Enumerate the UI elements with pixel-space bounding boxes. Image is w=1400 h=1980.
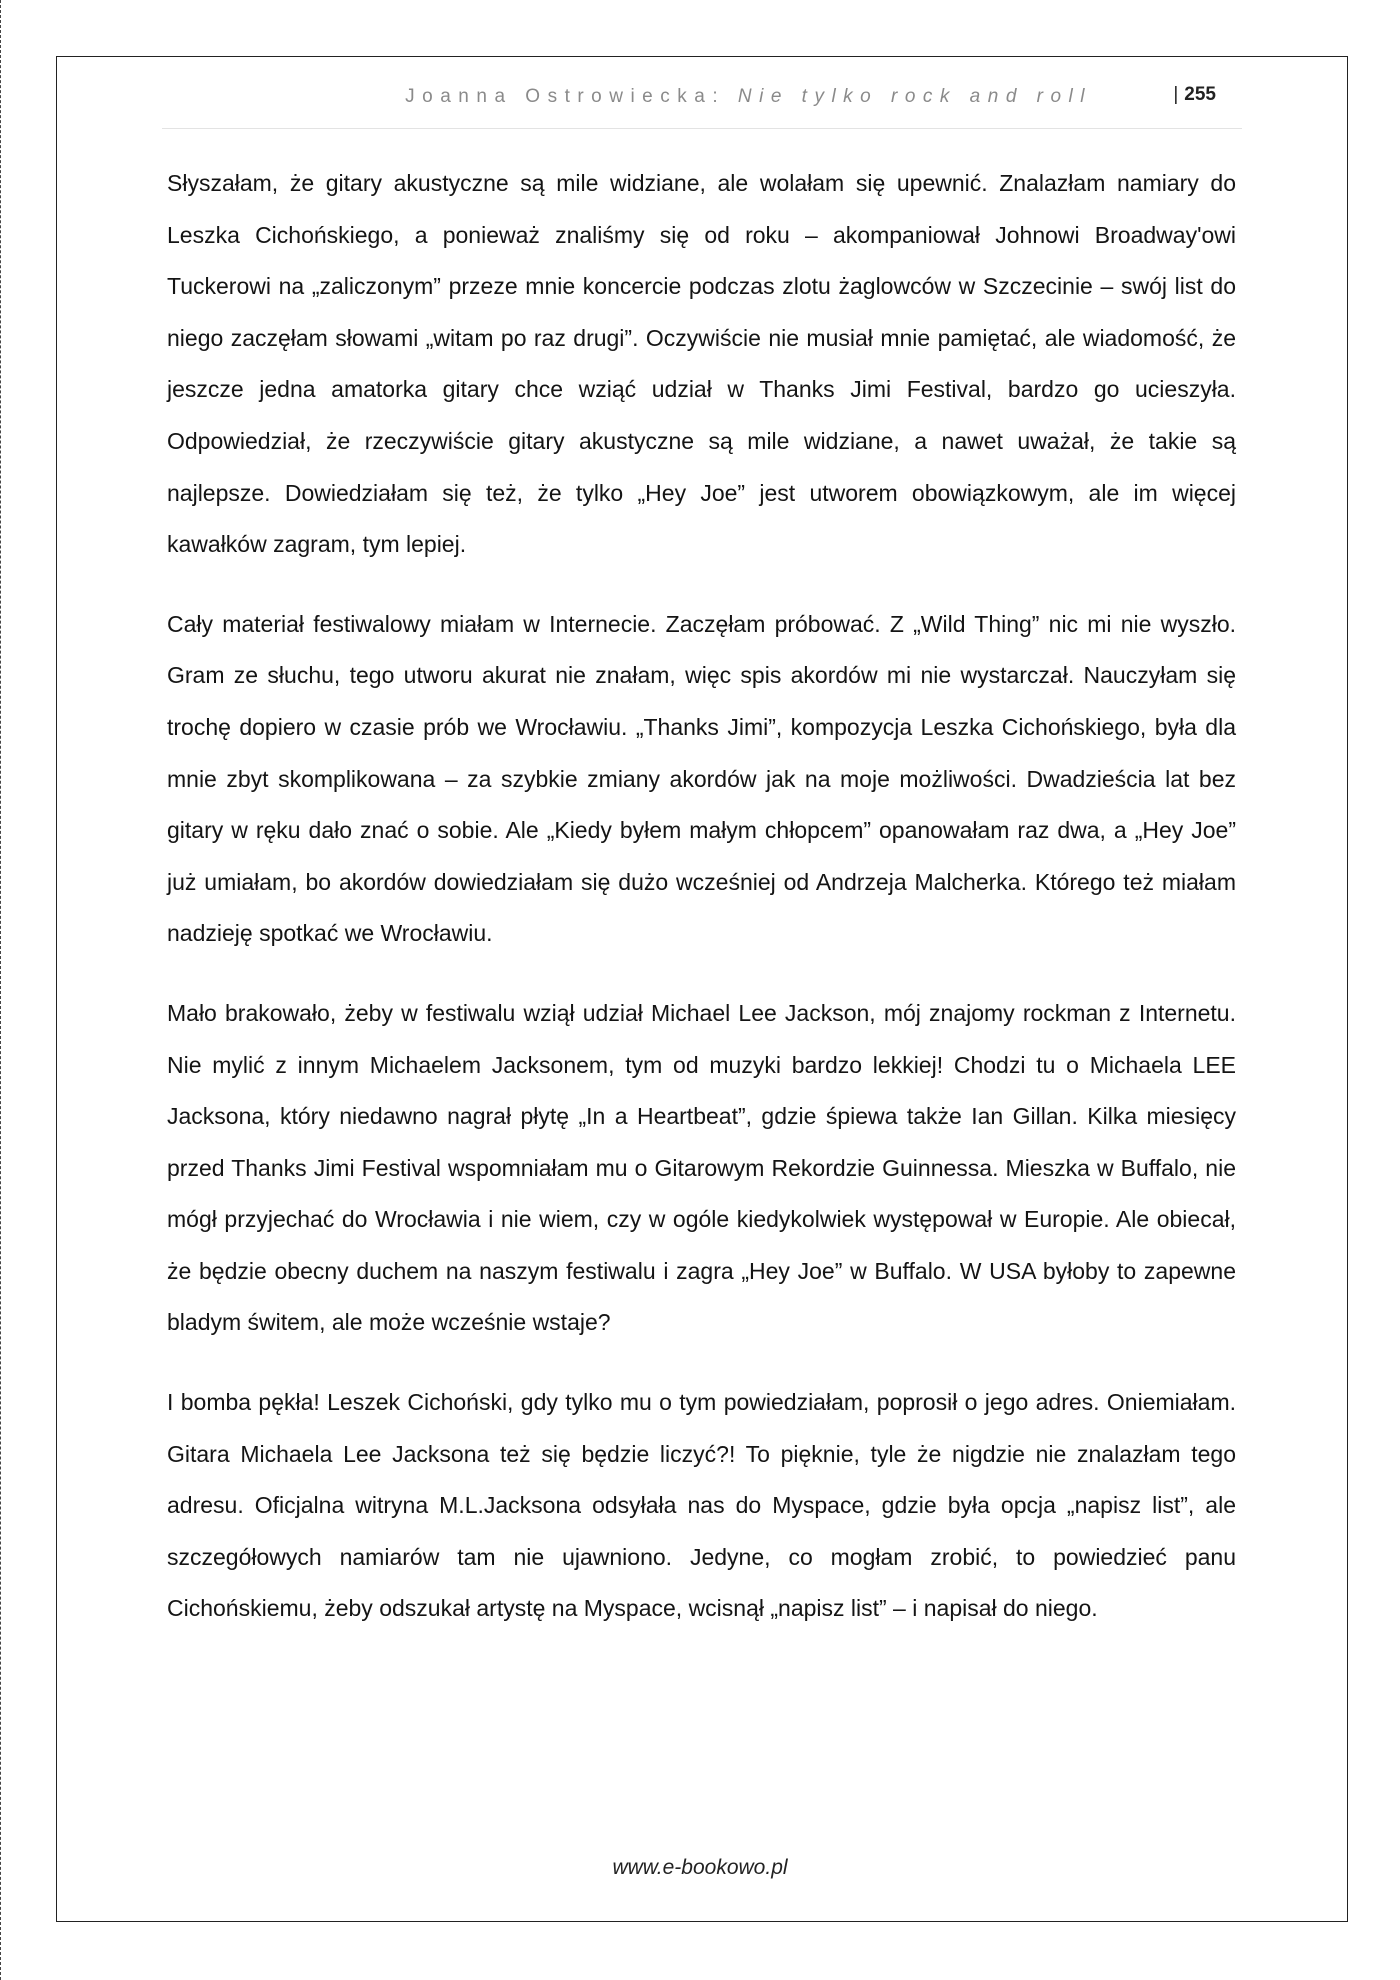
running-header-title (405, 86, 1092, 108)
page-number-separator: | (1173, 84, 1179, 105)
paragraph: Mało brakowało, żeby w festiwalu wziął udział Michael Lee Jackson, mój znajomy rockman z Internetu. Nie mylić z innym Michaelem Jacksonem, tym od muzyki bardzo lekkiej! Chodzi tu o Michaela LEE Jacksona, który niedawno nagrał płytę „In a Heartbeat”, gdzie śpiewa także Ian Gillan. Kilka miesięcy przed Thanks Jimi Festival wspomniałam mu o Gitarowym Rekordzie Guinnessa. Mieszka w Buffalo, nie mógł przyjechać do Wrocławia i nie wiem, czy w ogóle kiedykolwiek występował w Europie. Ale obiecał, że będzie obecny duchem na naszym festiwalu i zagra „Hey Joe” w Buffalo. W USA byłoby to zapewne bladym świtem, ale może wcześnie wstaje? (167, 999, 1236, 1336)
header-book-title: Nie tylko rock and roll (737, 86, 1092, 107)
running-header (162, 78, 1242, 129)
paragraph: Słyszałam, że gitary akustyczne są mile widziane, ale wolałam się upewnić. Znalazłam namiary do Leszka Cichońskiego, a ponieważ znaliśmy się od roku – akompaniował Johnowi Broadway'owi Tuckerowi na „zaliczonym” przeze mnie koncercie podczas zlotu żaglowców w Szczecinie – swój list do niego zaczęłam słowami „witam po raz drugi”. Oczywiście nie musiał mnie pamiętać, ale wiadomość, że jeszcze jedna amatorka gitary chce wziąć udział w Thanks Jimi Festival, bardzo go ucieszyła. Odpowiedział, że rzeczywiście gitary akustyczne są mile widziane, a nawet uważał, że takie są najlepsze. Dowiedziałam się też, że tylko „Hey Joe” jest utworem obowiązkowym, ale im więcej kawałków zagram, tym lepiej. (167, 170, 1236, 558)
page-number (1173, 84, 1216, 106)
page-edge-dashed-rule (0, 0, 1, 1980)
paragraph: I bomba pękła! Leszek Cichoński, gdy tylko mu o tym powiedziałam, poprosił o jego adres. Oniemiałam. Gitara Michaela Lee Jacksona też się będzie liczyć?! To pięknie, tyle że nigdzie nie znalazłam tego adresu. Oficjalna witryna M.L.Jacksona odsyłała nas do Myspace, gdzie była opcja „napisz list”, ale szczegółowych namiarów tam nie ujawniono. Jedyne, co mogłam zrobić, to powiedzieć panu Cichońskiemu, żeby odszukał artystę na Myspace, wcisnął „napisz list” – i napisał do niego. (167, 1389, 1236, 1622)
footer-url: www.e-bookowo.pl (612, 1856, 788, 1879)
page-number-value: 255 (1184, 84, 1216, 105)
paragraph: Cały materiał festiwalowy miałam w Internecie. Zaczęłam próbować. Z „Wild Thing” nic mi nie wyszło. Gram ze słuchu, tego utworu akurat nie znałam, więc spis akordów mi nie wystarczał. Nauczyłam się trochę dopiero w czasie prób we Wrocławiu. „Thanks Jimi”, kompozycja Leszka Cichońskiego, była dla mnie zbyt skomplikowana – za szybkie zmiany akordów jak na moje możliwości. Dwadzieścia lat bez gitary w ręku dało znać o sobie. Ale „Kiedy byłem małym chłopcem” opanowałam raz dwa, a „Hey Joe” już umiałam, bo akordów dowiedziałam się dużo wcześniej od Andrzeja Malcherka. Którego też miałam nadzieję spotkać we Wrocławiu. (167, 610, 1236, 947)
header-author: Joanna Ostrowiecka: (405, 86, 738, 107)
body-text (167, 158, 1236, 1663)
